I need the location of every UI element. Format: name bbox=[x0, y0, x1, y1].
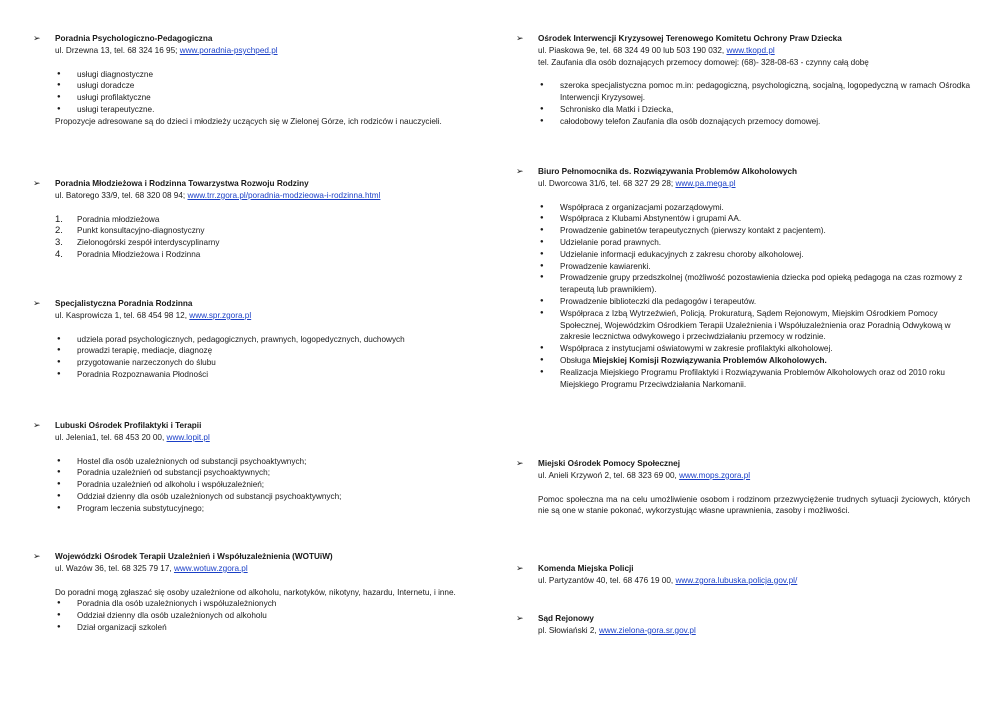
org-address: ul. Batorego 33/9, tel. 68 320 08 94; www.trr.zgora.pl/poradnia-modzieowa-i-rodzinna.html bbox=[55, 190, 381, 200]
arrow-bullet-icon: ➢ bbox=[516, 458, 524, 468]
org-address: ul. Dworcowa 31/6, tel. 68 327 29 28; www.pa.mega.pl bbox=[538, 178, 736, 188]
org-lopit bbox=[0, 420, 490, 515]
arrow-bullet-icon: ➢ bbox=[516, 166, 524, 176]
org-header bbox=[0, 551, 490, 575]
org-body bbox=[0, 587, 490, 634]
org-header bbox=[500, 458, 970, 482]
org-address: ul. Jelenia1, tel. 68 453 20 00, www.lopit.pl bbox=[55, 432, 210, 442]
org-link[interactable]: www.lopit.pl bbox=[166, 432, 210, 442]
org-note: Pomoc społeczna ma na celu umożliwienie osobom i rodzinom przezwyciężenie trudnych sytuacji życiowych, których nie są one w stanie pokonać, wykorzystując własne uprawnienia, zasoby i możliwości. bbox=[538, 494, 970, 516]
org-title: Poradnia Psychologiczno-Pedagogiczna bbox=[55, 34, 213, 43]
service-list bbox=[55, 456, 490, 515]
list-item: ● Prowadzenie kawiarenki. bbox=[538, 261, 970, 273]
org-address: pl. Słowiański 2, www.zielona-gora.sr.gov.pl bbox=[538, 625, 696, 635]
list-item: ● Prowadzenie biblioteczki dla pedagogów i terapeutów. bbox=[538, 296, 970, 308]
list-item: ● szeroka specjalistyczna pomoc m.in: pedagogiczną, psychologiczną, socjalną, logopedyczną w ramach Ośrodka Interwencji Kryzysowej. bbox=[538, 80, 970, 104]
org-link[interactable]: www.pa.mega.pl bbox=[675, 178, 736, 188]
list-item: ● Poradnia uzależnień od substancji psychoaktywnych; bbox=[55, 467, 490, 479]
list-item: ● udziela porad psychologicznych, pedagogicznych, prawnych, logopedycznych, duchowych bbox=[55, 334, 490, 346]
org-mops bbox=[500, 458, 970, 517]
org-link[interactable]: www.trr.zgora.pl/poradnia-modzieowa-i-rodzinna.html bbox=[187, 190, 381, 200]
org-link[interactable]: www.wotuw.zgora.pl bbox=[173, 563, 248, 573]
list-item: 4. Poradnia Młodzieżowa i Rodzinna bbox=[55, 248, 201, 260]
org-title: Wojewódzki Ośrodek Terapii Uzależnień i Współuzależnienia (WOTUiW) bbox=[55, 552, 333, 561]
list-item: ● Współpraca z instytucjami oświatowymi w zakresie profilaktyki alkoholowej. bbox=[538, 343, 970, 355]
arrow-bullet-icon: ➢ bbox=[33, 420, 41, 430]
list-item: ● Program leczenia substytucyjnego; bbox=[55, 503, 490, 515]
service-list bbox=[55, 69, 490, 116]
org-header bbox=[500, 563, 970, 587]
org-sad-rejonowy bbox=[500, 613, 970, 637]
list-item: ● Udzielanie informacji edukacyjnych z zakresu choroby alkoholowej. bbox=[538, 249, 970, 261]
org-wotuw bbox=[0, 551, 490, 634]
org-address: ul. Drzewna 13, tel. 68 324 16 95; www.poradnia-psychped.pl bbox=[55, 45, 278, 55]
org-title: Ośrodek Interwencji Kryzysowej Terenowego Komitetu Ochrony Praw Dziecka bbox=[538, 34, 842, 43]
org-body bbox=[500, 202, 970, 391]
org-title: Poradnia Młodzieżowa i Rodzinna Towarzystwa Rozwoju Rodziny bbox=[55, 179, 309, 188]
org-address: ul. Piaskowa 9e, tel. 68 324 49 00 lub 503 190 032, www.tkopd.pl bbox=[538, 45, 775, 55]
org-poradnia-trr bbox=[0, 178, 490, 261]
org-title: Biuro Pełnomocnika ds. Rozwiązywania Problemów Alkoholowych bbox=[538, 167, 798, 176]
org-body bbox=[0, 456, 490, 515]
org-header bbox=[0, 33, 490, 57]
org-header bbox=[500, 613, 970, 637]
list-item: ● całodobowy telefon Zaufania dla osób doznających przemocy domowej. bbox=[538, 116, 970, 128]
list-item: ● Poradnia Rozpoznawania Płodności bbox=[55, 369, 490, 381]
org-note: Propozycje adresowane są do dzieci i młodzieży uczących się w Zielonej Górze, ich rodziców i nauczycieli. bbox=[55, 116, 442, 126]
org-komenda-policji bbox=[500, 563, 970, 587]
list-item: ● Prowadzenie gabinetów terapeutycznych (pierwszy kontakt z pacjentem). bbox=[538, 225, 970, 237]
list-item: ● Oddział dzienny dla osób uzależnionych od alkoholu bbox=[55, 610, 490, 622]
service-list bbox=[538, 80, 970, 127]
arrow-bullet-icon: ➢ bbox=[516, 613, 524, 623]
list-item: ● usługi terapeutyczne. bbox=[55, 104, 490, 116]
org-title: Specjalistyczna Poradnia Rodzinna bbox=[55, 299, 193, 308]
list-item: ● Współpraca z organizacjami pozarządowymi. bbox=[538, 202, 970, 214]
org-body bbox=[500, 80, 970, 127]
list-item: ● Oddział dzienny dla osób uzależnionych od substancji psychoaktywnych; bbox=[55, 491, 490, 503]
service-list bbox=[538, 202, 970, 391]
org-link[interactable]: www.tkopd.pl bbox=[726, 45, 775, 55]
org-phone: tel. Zaufania dla osób doznających przemocy domowej: (68)- 328-08-63 - czynny całą dobę bbox=[538, 57, 869, 67]
list-item: 3. Zielonogórski zespół interdyscyplinarny bbox=[55, 237, 220, 249]
list-item: ● Schronisko dla Matki i Dziecka, bbox=[538, 104, 970, 116]
list-item: 1. Poradnia młodzieżowa bbox=[55, 213, 160, 225]
org-tkopd bbox=[500, 33, 970, 128]
org-title: Miejski Ośrodek Pomocy Społecznej bbox=[538, 459, 680, 468]
org-header bbox=[500, 166, 970, 190]
arrow-bullet-icon: ➢ bbox=[33, 551, 41, 561]
org-spr bbox=[0, 298, 490, 381]
org-title: Lubuski Ośrodek Profilaktyki i Terapii bbox=[55, 421, 202, 430]
org-address: ul. Anieli Krzywoń 2, tel. 68 323 69 00, www.mops.zgora.pl bbox=[538, 470, 751, 480]
org-link[interactable]: www.zgora.lubuska.policja.gov.pl/ bbox=[675, 575, 798, 585]
numbered-list bbox=[55, 214, 490, 261]
list-item: ● Poradnia uzależnień od alkoholu i współuzależnień; bbox=[55, 479, 490, 491]
list-item: ● Dział organizacji szkoleń bbox=[55, 622, 490, 634]
service-list bbox=[55, 334, 490, 381]
org-title: Komenda Miejska Policji bbox=[538, 564, 634, 573]
org-header bbox=[0, 420, 490, 444]
list-item: ● Prowadzenie grupy przedszkolnej (możliwość pozostawienia dziecka pod opieką pedagoga na czas rozmowy z terapeutą lub prawnikiem). bbox=[538, 272, 970, 296]
org-biuro-pelnomocnika bbox=[500, 166, 970, 390]
org-address: ul. Kasprowicza 1, tel. 68 454 98 12, www.spr.zgora.pl bbox=[55, 310, 252, 320]
list-item: ● Poradnia dla osób uzależnionych i współuzależnionych bbox=[55, 598, 490, 610]
org-link[interactable]: www.zielona-gora.sr.gov.pl bbox=[598, 625, 696, 635]
arrow-bullet-icon: ➢ bbox=[33, 298, 41, 308]
org-link[interactable]: www.mops.zgora.pl bbox=[679, 470, 751, 480]
list-item: ● Współpraca z Klubami Abstynentów i grupami AA. bbox=[538, 213, 970, 225]
list-item: ● Obsługa Miejskiej Komisji Rozwiązywania Problemów Alkoholowych. bbox=[538, 355, 970, 367]
list-item: ● usługi diagnostyczne bbox=[55, 69, 490, 81]
org-body bbox=[0, 214, 490, 261]
org-address: ul. Partyzantów 40, tel. 68 476 19 00, www.zgora.lubuska.policja.gov.pl/ bbox=[538, 575, 798, 585]
org-poradnia-psych-ped bbox=[0, 33, 490, 128]
list-item: ● Udzielanie porad prawnych. bbox=[538, 237, 970, 249]
service-list bbox=[55, 598, 490, 633]
arrow-bullet-icon: ➢ bbox=[516, 33, 524, 43]
org-note: Do poradni mogą zgłaszać się osoby uzależnione od alkoholu, narkotyków, nikotyny, hazardu, Internetu, i inne. bbox=[55, 587, 456, 597]
list-item: ● Hostel dla osób uzależnionych od substancji psychoaktywnych; bbox=[55, 456, 490, 468]
org-body bbox=[0, 69, 490, 128]
org-body bbox=[500, 494, 970, 518]
org-title: Sąd Rejonowy bbox=[538, 614, 594, 623]
org-link[interactable]: www.poradnia-psychped.pl bbox=[179, 45, 278, 55]
list-item: ● Współpraca z Izbą Wytrzeźwień, Policją. Prokuraturą, Sądem Rejonowym, Miejskim Ośrodkiem Pomocy Społecznej, Wojewódzkim Ośrodkiem Terapii Uzależnienia i Współuzależnienia oraz Poradnią Odwykową w zakresie lecznictwa odwykowego i przeciwdziałaniu przemocy w rodzinie. bbox=[538, 308, 970, 343]
org-address: ul. Wazów 36, tel. 68 325 79 17, www.wotuw.zgora.pl bbox=[55, 563, 248, 573]
list-item: 2. Punkt konsultacyjno-diagnostyczny bbox=[55, 225, 205, 237]
org-body bbox=[0, 334, 490, 381]
arrow-bullet-icon: ➢ bbox=[516, 563, 524, 573]
org-header bbox=[0, 298, 490, 322]
arrow-bullet-icon: ➢ bbox=[33, 178, 41, 188]
org-header bbox=[500, 33, 970, 68]
org-link[interactable]: www.spr.zgora.pl bbox=[189, 310, 252, 320]
list-item: ● usługi doradcze bbox=[55, 80, 490, 92]
arrow-bullet-icon: ➢ bbox=[33, 33, 41, 43]
list-item: ● Realizacja Miejskiego Programu Profilaktyki i Rozwiązywania Problemów Alkoholowych oraz od 2010 roku Miejskiego Programu Przeciwdziałania Narkomanii. bbox=[538, 367, 970, 391]
list-item: ● przygotowanie narzeczonych do ślubu bbox=[55, 357, 490, 369]
org-header bbox=[0, 178, 490, 202]
list-item: ● usługi profilaktyczne bbox=[55, 92, 490, 104]
list-item: ● prowadzi terapię, mediacje, diagnozę bbox=[55, 345, 490, 357]
